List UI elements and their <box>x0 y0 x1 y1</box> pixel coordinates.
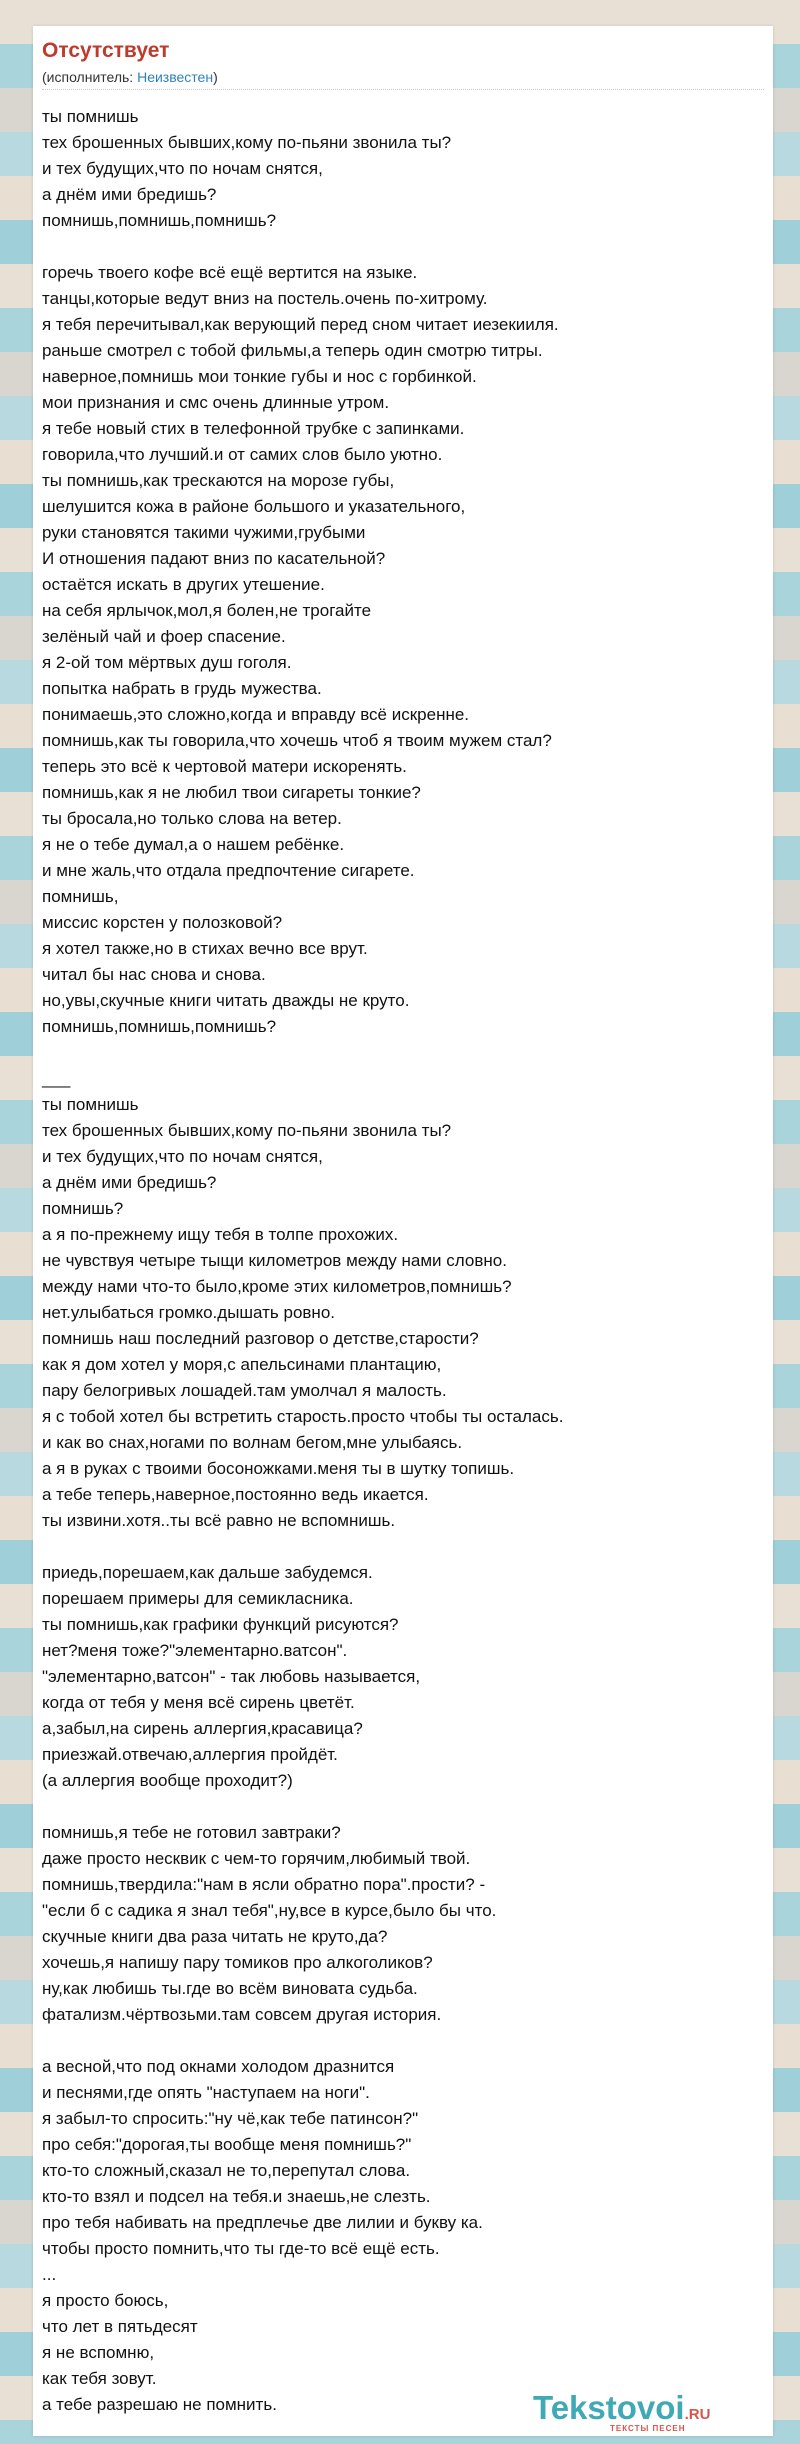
lyric-line: ну,как любишь ты.где во всём виновата судьба. <box>42 1979 418 1998</box>
lyric-line: я 2-ой том мёртвых душ гоголя. <box>42 653 292 672</box>
lyric-line: и песнями,где опять "наступаем на ноги". <box>42 2083 370 2102</box>
lyric-line: когда от тебя у меня всё сирень цветёт. <box>42 1693 355 1712</box>
lyric-line: что лет в пятьдесят <box>42 2317 198 2336</box>
lyric-line: ты помнишь,как трескаются на морозе губы, <box>42 471 395 490</box>
lyric-line: я забыл-то спросить:"ну чё,как тебе патинсон?" <box>42 2109 419 2128</box>
logo-tagline: ТЕКСТЫ ПЕСЕН <box>610 2424 686 2433</box>
lyrics-card <box>33 26 773 2436</box>
lyric-line: я с тобой хотел бы встретить старость.просто чтобы ты осталась. <box>42 1407 564 1426</box>
lyric-line: а тебе разрешаю не помнить. <box>42 2395 277 2414</box>
lyric-line: а я в руках с твоими босоножками.меня ты в шутку топишь. <box>42 1459 515 1478</box>
lyric-line: горечь твоего кофе всё ещё вертится на языке. <box>42 263 418 282</box>
lyric-line: помнишь наш последний разговор о детстве,старости? <box>42 1329 479 1348</box>
lyric-line: (а аллергия вообще проходит?) <box>42 1771 293 1790</box>
song-title: Отсутствует <box>42 39 170 62</box>
lyric-line: руки становятся такими чужими,грубыми <box>42 523 366 542</box>
lyric-line: а днём ими бредишь? <box>42 1173 217 1192</box>
lyric-line: я не о тебе думал,а о нашем ребёнке. <box>42 835 345 854</box>
lyric-line: миссис корстен у полозковой? <box>42 913 283 932</box>
lyric-line: помнишь,твердила:"нам в ясли обратно пора".прости? - <box>42 1875 486 1894</box>
lyric-line: помнишь, <box>42 887 119 906</box>
lyric-line: про тебя набивать на предплечье две лилии и букву ка. <box>42 2213 483 2232</box>
lyric-line: но,увы,скучные книги читать дважды не круто. <box>42 991 410 1010</box>
lyrics-body <box>42 104 764 2418</box>
lyric-line: а,забыл,на сирень аллергия,красавица? <box>42 1719 363 1738</box>
lyric-line: а тебе теперь,наверное,постоянно ведь икается. <box>42 1485 429 1504</box>
lyric-line: на себя ярлычок,мол,я болен,не трогайте <box>42 601 372 620</box>
lyric-line: пару белогривых лошадей.там умолчал я малость. <box>42 1381 447 1400</box>
lyric-line: читал бы нас снова и снова. <box>42 965 266 984</box>
lyric-line: нет.улыбаться громко.дышать ровно. <box>42 1303 336 1322</box>
lyric-line: и мне жаль,что отдала предпочтение сигарете. <box>42 861 415 880</box>
lyric-line: зелёный чай и фоер спасение. <box>42 627 286 646</box>
lyric-line: я хотел также,но в стихах вечно все врут. <box>42 939 368 958</box>
lyric-line: попытка набрать в грудь мужества. <box>42 679 322 698</box>
lyric-line: наверное,помнишь мои тонкие губы и нос с горбинкой. <box>42 367 477 386</box>
lyric-line: помнишь,как ты говорила,что хочешь чтоб я твоим мужем стал? <box>42 731 552 750</box>
lyric-line: раньше смотрел с тобой фильмы,а теперь один смотрю титры. <box>42 341 543 360</box>
lyric-line: а я по-прежнему ищу тебя в толпе прохожих. <box>42 1225 399 1244</box>
lyric-line: ты бросала,но только слова на ветер. <box>42 809 342 828</box>
lyric-line: понимаешь,это сложно,когда и вправду всё искренне. <box>42 705 470 724</box>
lyric-line: даже просто несквик с чем-то горячим,любимый твой. <box>42 1849 471 1868</box>
lyric-line: не чувствуя четыре тыщи километров между нами словно. <box>42 1251 507 1270</box>
lyric-line: остаётся искать в других утешение. <box>42 575 325 594</box>
lyric-line: нет?меня тоже?"элементарно.ватсон". <box>42 1641 348 1660</box>
lyric-line: И отношения падают вниз по касательной? <box>42 549 386 568</box>
lyric-line: хочешь,я напишу пару томиков про алкоголиков? <box>42 1953 433 1972</box>
lyric-line: теперь это всё к чертовой матери искоренять. <box>42 757 407 776</box>
lyric-line: как тебя зовут. <box>42 2369 157 2388</box>
lyric-line: а днём ими бредишь? <box>42 185 217 204</box>
song-header <box>42 38 764 90</box>
lyric-line: тех брошенных бывших,кому по-пьяни звонила ты? <box>42 1121 452 1140</box>
lyric-line: помнишь,помнишь,помнишь? <box>42 211 277 230</box>
lyric-line: помнишь,я тебе не готовил завтраки? <box>42 1823 341 1842</box>
lyric-line: шелушится кожа в районе большого и указательного, <box>42 497 466 516</box>
lyric-line <box>42 234 764 260</box>
lyric-line: и как во снах,ногами по волнам бегом,мне улыбаясь. <box>42 1433 463 1452</box>
lyric-line: приезжай.отвечаю,аллергия пройдёт. <box>42 1745 338 1764</box>
lyric-line: "если б с садика я знал тебя",ну,все в курсе,было бы что. <box>42 1901 497 1920</box>
lyric-line: танцы,которые ведут вниз на постель.очень по-хитрому. <box>42 289 488 308</box>
lyric-line: я не вспомню, <box>42 2343 155 2362</box>
lyric-line <box>42 2028 764 2054</box>
lyric-line: говорила,что лучший.и от самих слов было уютно. <box>42 445 443 464</box>
lyric-line <box>42 1040 764 1066</box>
lyric-line: помнишь,помнишь,помнишь? <box>42 1017 277 1036</box>
lyric-line: я тебя перечитывал,как верующий перед сном читает иезекииля. <box>42 315 559 334</box>
lyric-line: ты помнишь <box>42 107 139 126</box>
lyric-line: порешаем примеры для семикласника. <box>42 1589 354 1608</box>
lyric-line: кто-то взял и подсел на тебя.и знаешь,не слезть. <box>42 2187 431 2206</box>
lyric-line: ... <box>42 2265 57 2284</box>
lyric-line: между нами что-то было,кроме этих километров,помнишь? <box>42 1277 512 1296</box>
lyric-line: и тех будущих,что по ночам снятся, <box>42 1147 323 1166</box>
performer-suffix: ) <box>213 69 218 85</box>
lyric-line: как я дом хотел у моря,с апельсинами плантацию, <box>42 1355 442 1374</box>
lyric-line: скучные книги два раза читать не круто,да? <box>42 1927 388 1946</box>
lyric-line: ты помнишь,как графики функций рисуются? <box>42 1615 399 1634</box>
lyric-line: и тех будущих,что по ночам снятся, <box>42 159 323 178</box>
lyric-line: фатализм.чёртвозьми.там совсем другая история. <box>42 2005 442 2024</box>
lyric-line: чтобы просто помнить,что ты где-то всё ещё есть. <box>42 2239 440 2258</box>
lyric-line: помнишь? <box>42 1199 124 1218</box>
lyric-line: а весной,что под окнами холодом дразнится <box>42 2057 395 2076</box>
lyric-line: "элементарно,ватсон" - так любовь называется, <box>42 1667 421 1686</box>
lyric-line: помнишь,как я не любил твои сигареты тонкие? <box>42 783 421 802</box>
lyric-line: кто-то сложный,сказал не то,перепутал слова. <box>42 2161 411 2180</box>
lyric-line: я просто боюсь, <box>42 2291 169 2310</box>
lyric-line <box>42 1794 764 1820</box>
lyric-line: приедь,порешаем,как дальше забудемся. <box>42 1563 373 1582</box>
lyric-line: мои признания и смс очень длинные утром. <box>42 393 390 412</box>
lyric-line <box>42 1534 764 1560</box>
performer-prefix: (исполнитель: <box>42 69 138 85</box>
performer-line <box>42 67 764 90</box>
logo-wordmark: Tekstovoi <box>533 2389 685 2426</box>
lyric-line: про себя:"дорогая,ты вообще меня помнишь?" <box>42 2135 412 2154</box>
lyric-line: я тебе новый стих в телефонной трубке с запинками. <box>42 419 465 438</box>
site-logo[interactable] <box>533 2390 763 2440</box>
logo-tld: .RU <box>684 2406 711 2423</box>
lyric-line: тех брошенных бывших,кому по-пьяни звонила ты? <box>42 133 452 152</box>
lyric-line: ты извини.хотя..ты всё равно не вспомнишь. <box>42 1511 396 1530</box>
performer-link[interactable]: Неизвестен <box>137 69 214 85</box>
lyric-line: ___ <box>42 1069 71 1088</box>
lyric-line: ты помнишь <box>42 1095 139 1114</box>
